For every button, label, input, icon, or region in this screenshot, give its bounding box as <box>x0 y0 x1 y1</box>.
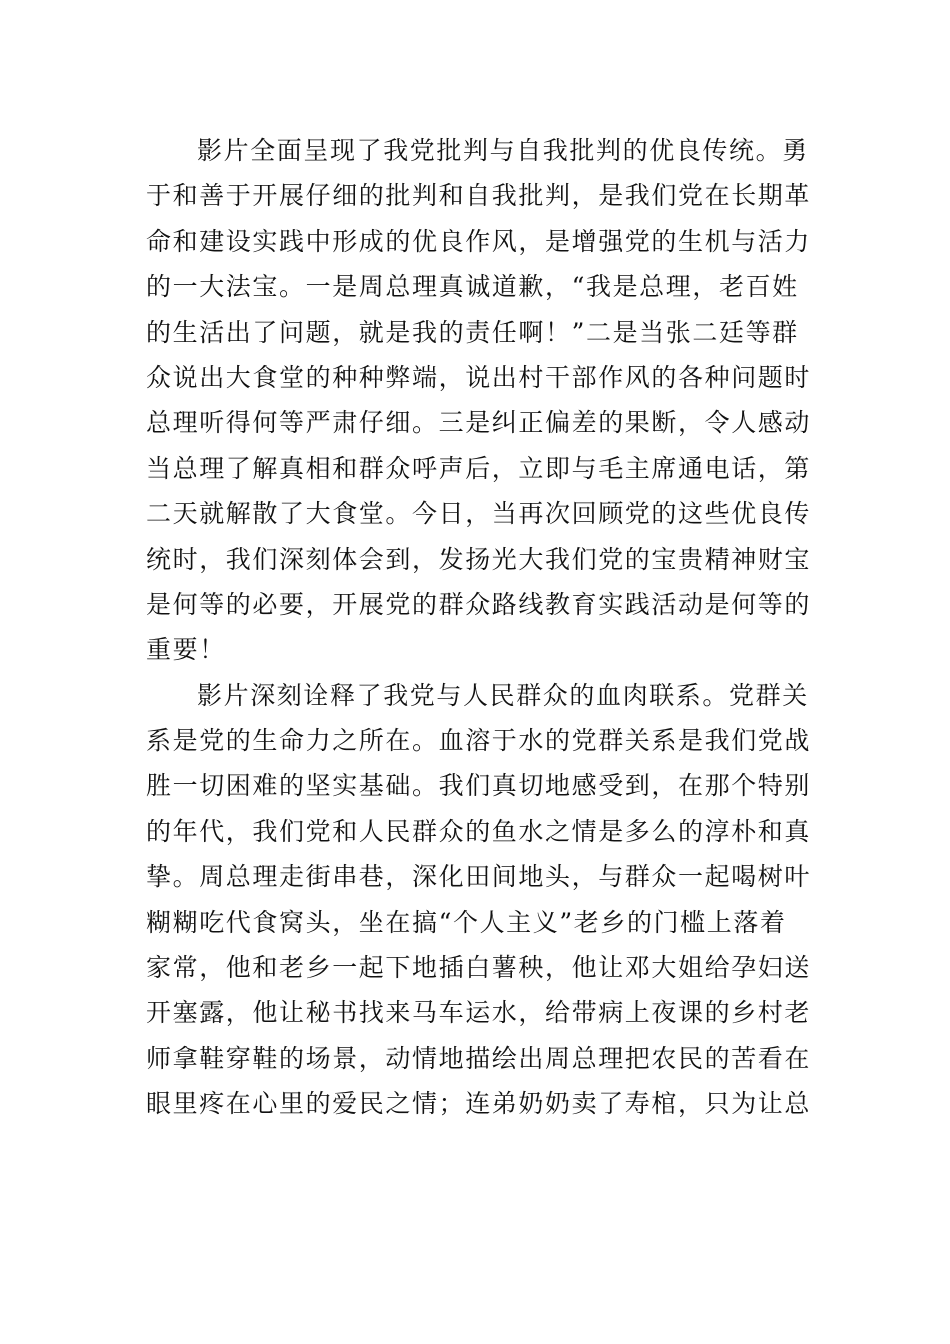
paragraph-1-line-5: 的生活出了问题，就是我的责任啊！”二是当张二廷等群 <box>146 317 799 347</box>
paragraph-1-line-12: 重要！ <box>146 635 226 665</box>
paragraph-2-line-3: 胜一切困难的坚实基础。我们真切地感受到，在那个特别 <box>146 771 812 801</box>
paragraph-1-line-10: 统时，我们深刻体会到，发扬光大我们党的宝贵精神财宝 <box>146 544 812 574</box>
paragraph-2-line-1: 影片深刻诠释了我党与人民群众的血肉联系。党群关 <box>197 680 809 710</box>
paragraph-1-line-1: 影片全面呈现了我党批判与自我批判的优良传统。勇 <box>197 136 809 165</box>
paragraph-1-line-4: 的一大法宝。一是周总理真诚道歉，“我是总理，老百姓 <box>146 272 799 302</box>
paragraph-2-line-10: 眼里疼在心里的爱民之情；连弟奶奶卖了寿棺，只为让总 <box>146 1089 812 1119</box>
paragraph-1-line-11: 是何等的必要，开展党的群众路线教育实践活动是何等的 <box>146 589 812 619</box>
paragraph-2-line-6: 糊糊吃代食窝头，坐在搞“个人主义”老乡的门槛上落着 <box>146 907 787 937</box>
paragraph-1-line-7: 总理听得何等严肃仔细。三是纠正偏差的果断，令人感动 <box>146 408 812 438</box>
paragraph-2-line-4: 的年代，我们党和人民群众的鱼水之情是多么的淳朴和真 <box>146 816 812 846</box>
paragraph-1-line-3: 命和建设实践中形成的优良作风，是增强党的生机与活力 <box>146 226 812 256</box>
paragraph-1-line-6: 众说出大食堂的种种弊端，说出村干部作风的各种问题时 <box>146 362 812 392</box>
paragraph-2-line-9: 师拿鞋穿鞋的场景，动情地描绘出周总理把农民的苦看在 <box>146 1043 812 1073</box>
paragraph-2-line-2: 系是党的生命力之所在。血溶于水的党群关系是我们党战 <box>146 726 812 756</box>
paragraph-1-line-9: 二天就解散了大食堂。今日，当再次回顾党的这些优良传 <box>146 499 812 529</box>
document-body <box>146 128 810 1127</box>
paragraph-2-line-7: 家常，他和老乡一起下地插白薯秧，他让邓大姐给孕妇送 <box>146 953 812 983</box>
paragraph-1-line-8: 当总理了解真相和群众呼声后，立即与毛主席通电话，第 <box>146 453 812 483</box>
paragraph-1-line-2: 于和善于开展仔细的批判和自我批判，是我们党在长期革 <box>146 181 812 211</box>
paragraph-2-line-5: 挚。周总理走街串巷，深化田间地头，与群众一起喝树叶 <box>146 862 812 892</box>
paragraph-2-line-8: 开塞露，他让秘书找来马车运水，给带病上夜课的乡村老 <box>146 998 812 1028</box>
